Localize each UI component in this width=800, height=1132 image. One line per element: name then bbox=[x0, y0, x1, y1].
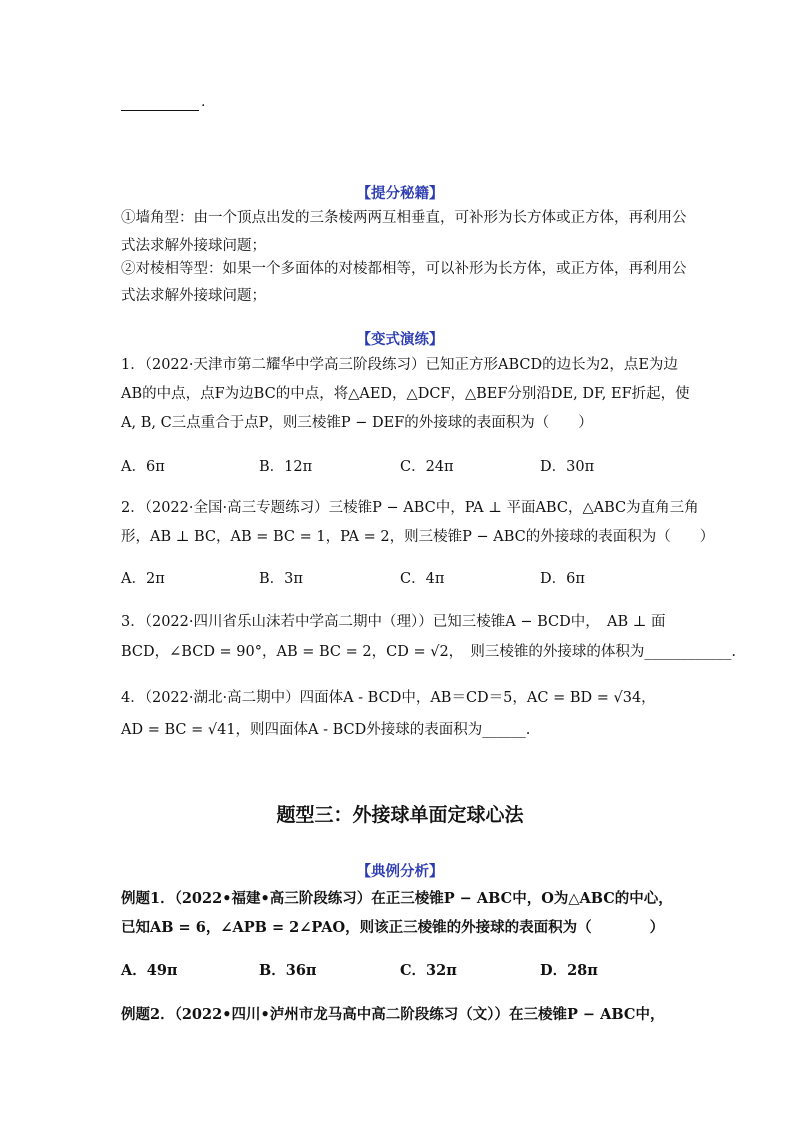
q3-line-1: 3．（2022·四川省乐山沫若中学高二期中（理））已知三棱锥A − BCD中， AB ⊥ 面 bbox=[121, 614, 666, 630]
tips-line-1: ①墙角型：由一个顶点出发的三条棱两两互相垂直，可补形为长方体或正方体，再利用公 bbox=[121, 210, 687, 226]
q1-line-3: A, B, C三点重合于点P，则三棱锥P − DEF的外接球的表面积为（ ） bbox=[121, 415, 593, 431]
practice-header: 【变式演练】 bbox=[356, 331, 444, 348]
q1-line-1: 1．（2022·天津市第二耀华中学高三阶段练习）已知正方形ABCD的边长为2，点E为边 bbox=[121, 357, 678, 373]
q1-option-d[interactable]: D．30π bbox=[540, 459, 595, 475]
ex1-option-c[interactable]: C．32π bbox=[400, 962, 457, 979]
q1-option-c[interactable]: C．24π bbox=[400, 459, 454, 475]
q4-line-2: AD = BC = √41，则四面体A - BCD外接球的表面积为______. bbox=[121, 722, 531, 738]
q2-line-2: 形，AB ⊥ BC，AB = BC = 1，PA = 2，则三棱锥P − ABC的外接球的表面积为（ ） bbox=[121, 529, 715, 545]
example-1-line-2: 已知AB = 6，∠APB = 2∠PAO，则该正三棱锥的外接球的表面积为（ ） bbox=[121, 919, 665, 936]
tips-line-3: ②对棱相等型：如果一个多面体的对棱都相等，可以补形为长方体，或正方体，再利用公 bbox=[121, 261, 687, 277]
tips-header: 【提分秘籍】 bbox=[356, 185, 444, 202]
example-2-line-1: 例题2．（2022•四川•泸州市龙马高中高二阶段练习（文））在三棱锥P − ABC中， bbox=[121, 1006, 665, 1023]
answer-blank bbox=[121, 96, 199, 111]
q2-option-d[interactable]: D．6π bbox=[540, 571, 585, 587]
q2-option-c[interactable]: C．4π bbox=[400, 571, 445, 587]
section-title: 题型三：外接球单面定球心法 bbox=[276, 804, 524, 826]
q1-option-b[interactable]: B．12π bbox=[259, 459, 313, 475]
q3-line-2: BCD，∠BCD = 90°，AB = BC = 2，CD = √2， 则三棱锥的外接球的体积为____________. bbox=[121, 644, 737, 660]
q1-line-2: AB的中点，点F为边BC的中点，将△AED，△DCF，△BEF分别沿DE, DF, EF折起，使 bbox=[121, 386, 690, 402]
examples-header: 【典例分析】 bbox=[356, 863, 444, 880]
q2-option-b[interactable]: B．3π bbox=[259, 571, 303, 587]
ex1-option-a[interactable]: A．49π bbox=[121, 962, 178, 979]
ex1-option-d[interactable]: D．28π bbox=[540, 962, 598, 979]
tips-line-4: 式法求解外接球问题； bbox=[121, 288, 266, 304]
q2-option-a[interactable]: A．2π bbox=[121, 571, 165, 587]
example-1-line-1: 例题1．（2022•福建•高三阶段练习）在正三棱锥P − ABC中，O为△ABC的中心， bbox=[121, 890, 673, 907]
trailing-period: . bbox=[201, 94, 206, 110]
tips-line-2: 式法求解外接球问题； bbox=[121, 238, 266, 254]
q1-option-a[interactable]: A．6π bbox=[121, 459, 165, 475]
q4-line-1: 4．（2022·湖北·高二期中）四面体A - BCD中，AB＝CD＝5，AC = BD = √34， bbox=[121, 690, 656, 706]
q2-line-1: 2．（2022·全国·高三专题练习）三棱锥P − ABC中，PA ⊥ 平面ABC，△ABC为直角三角 bbox=[121, 500, 699, 516]
ex1-option-b[interactable]: B．36π bbox=[259, 962, 317, 979]
